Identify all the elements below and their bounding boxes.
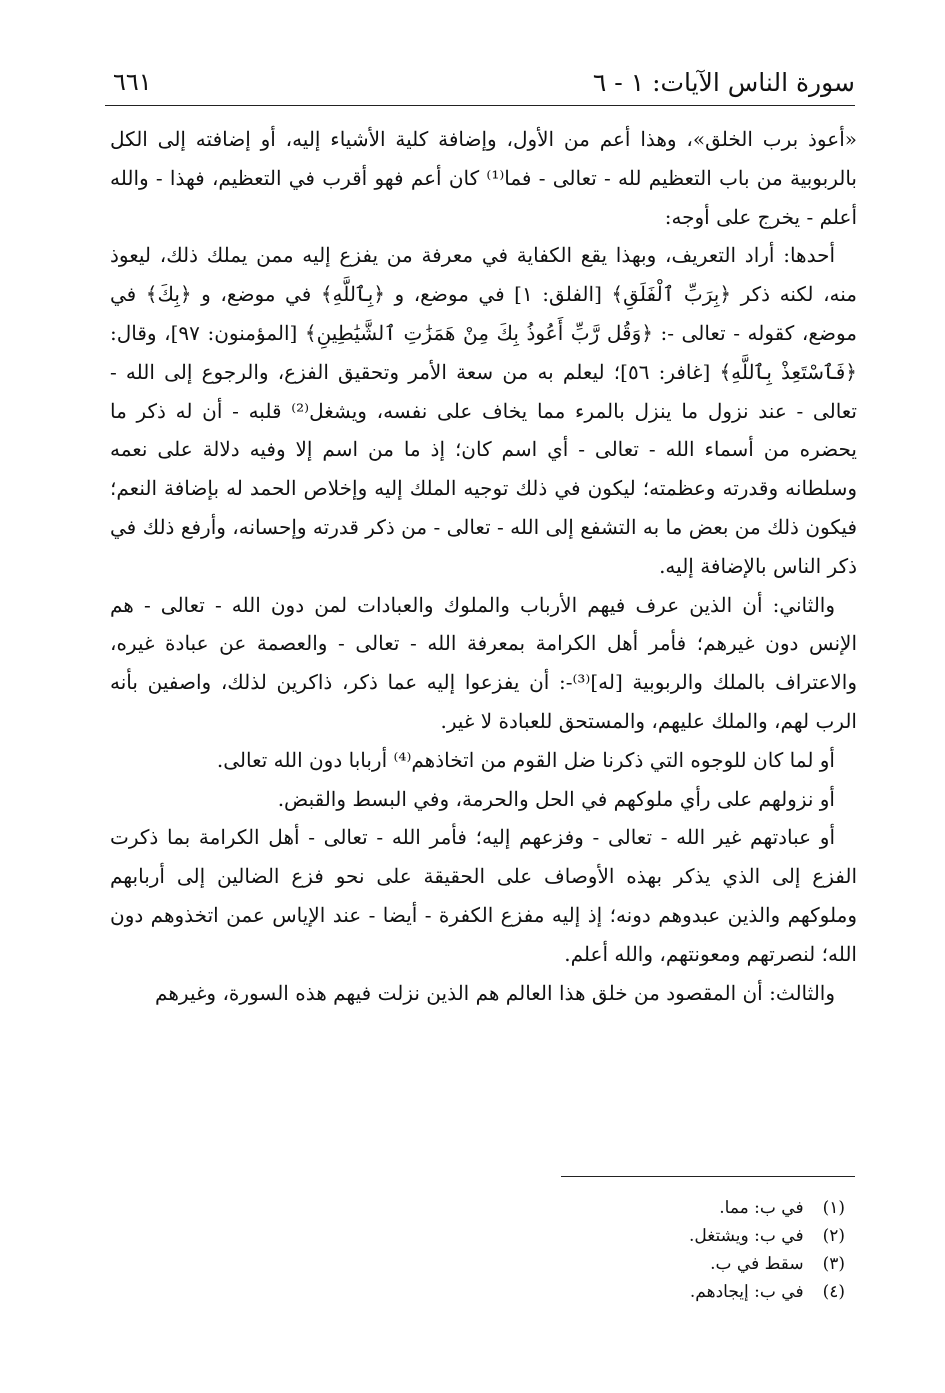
footnote-number: (١) — [822, 1198, 845, 1218]
paragraph: أحدها: أراد التعريف، وبهذا يقع الكفاية في معرفة من يفزع إليه ممن يملك ذلك، ليعوذ منه، لكنه ذكر ﴿بِرَبِّ ٱلْفَلَقِ﴾ [الفلق: ١] في موضع، و ﴿بِٱللَّهِ﴾ في موضع، و ﴿بِكَ﴾ في موضع، كقوله - تعالى -: ﴿وَقُل رَّبِّ أَعُوذُ بِكَ مِنْ هَمَزَٰتِ ٱلشَّيَٰطِينِ﴾ [المؤمنون: ٩٧]، وقال: ﴿فَٱسْتَعِذْ بِٱللَّهِ﴾ [غافر: ٥٦]؛ ليعلم به من سعة الأمر وتحقيق الفزع، والرجوع إلى الله - تعالى - عند نزول ما ينزل بالمرء مما يخاف على نفسه، ويشغل⁽²⁾ قلبه - أن له ذكر ما يحضره من أسماء الله - تعالى - أي اسم كان؛ إذ ما من اسم إلا وفيه دلالة على نعمه وسلطانه وقدرته وعظمته؛ ليكون في ذلك توجيه الملك إليه وإخلاص الحمد له بإضافة النعم؛ فيكون ذلك من بعض ما به التشفع إلى الله - تعالى - من ذكر قدرته وإحسانه، وأرفع ذلك في ذكر الناس بالإضافة إليه. — [110, 243, 858, 578]
footnote-text: في ب: إيجادهم. — [689, 1282, 804, 1302]
footnote-item — [110, 1194, 845, 1222]
footnote-text: في ب: ويشتغل. — [689, 1226, 804, 1246]
paragraph: أو لما كان للوجوه التي ذكرنا ضل القوم من اتخاذهم⁽⁴⁾ أربابا دون الله تعالى. — [216, 747, 835, 772]
page-header — [105, 58, 855, 102]
footnote-number: (٤) — [822, 1282, 845, 1302]
footnotes — [110, 1194, 845, 1306]
footnote-item — [110, 1250, 845, 1278]
paragraph: «أعوذ برب الخلق»، وهذا أعم من الأول، وإضافة كلية الأشياء إليه، أو إضافته إلى الكل بالربوبية من باب التعظيم لله - تعالى - فما⁽¹⁾ كان أعم فهو أقرب في التعظيم، فهذا - والله أعلم - يخرج على أوجه: — [110, 127, 857, 229]
page-number: ٦٦١ — [113, 68, 152, 96]
footnote-item — [110, 1278, 845, 1306]
footnote-text: في ب: مما. — [719, 1198, 804, 1218]
footnote-number: (٢) — [822, 1226, 845, 1246]
header-rule — [105, 105, 855, 106]
footnote-text: سقط في ب. — [710, 1254, 804, 1274]
main-text — [110, 120, 857, 1012]
paragraph: أو نزولهم على رأي ملوكهم في الحل والحرمة، وفي البسط والقبض. — [277, 786, 835, 811]
paragraph: أو عبادتهم غير الله - تعالى - وفزعهم إليه؛ فأمر الله - تعالى - أهل الكرامة بما ذكرت الفزع إلى الذي يذكر بهذه الأوصاف على الحقيقة على نحو فزع الضالين إلى أربابهم وملوكهم والذين عبدوهم دونه؛ إذ إليه مفزع الكفرة - أيضا - عند الإياس عمن اتخذوهم دون الله؛ لنصرتهم ومعونتهم، والله أعلم. — [110, 825, 858, 966]
footnote-item — [110, 1222, 845, 1250]
footnote-number: (٣) — [822, 1254, 845, 1274]
running-title: سورة الناس الآيات: ١ - ٦ — [592, 68, 855, 97]
paragraph: والثاني: أن الذين عرف فيهم الأرباب والملوك والعبادات لمن دون الله - تعالى - هم الإنس دون غيرهم؛ فأمر أهل الكرامة بمعرفة الله - تعالى - والعصمة عن عبادة غيره، والاعتراف بالملك والربوبية [له]⁽³⁾-: أن يفزعوا إليه عما ذكر، ذاكرين لذلك، واصفين بأنه الرب لهم، والملك عليهم، والمستحق للعبادة لا غير. — [110, 592, 857, 733]
footnote-separator — [561, 1176, 855, 1177]
paragraph: والثالث: أن المقصود من خلق هذا العالم هم الذين نزلت فيهم هذه السورة، وغيرهم — [155, 980, 835, 1005]
